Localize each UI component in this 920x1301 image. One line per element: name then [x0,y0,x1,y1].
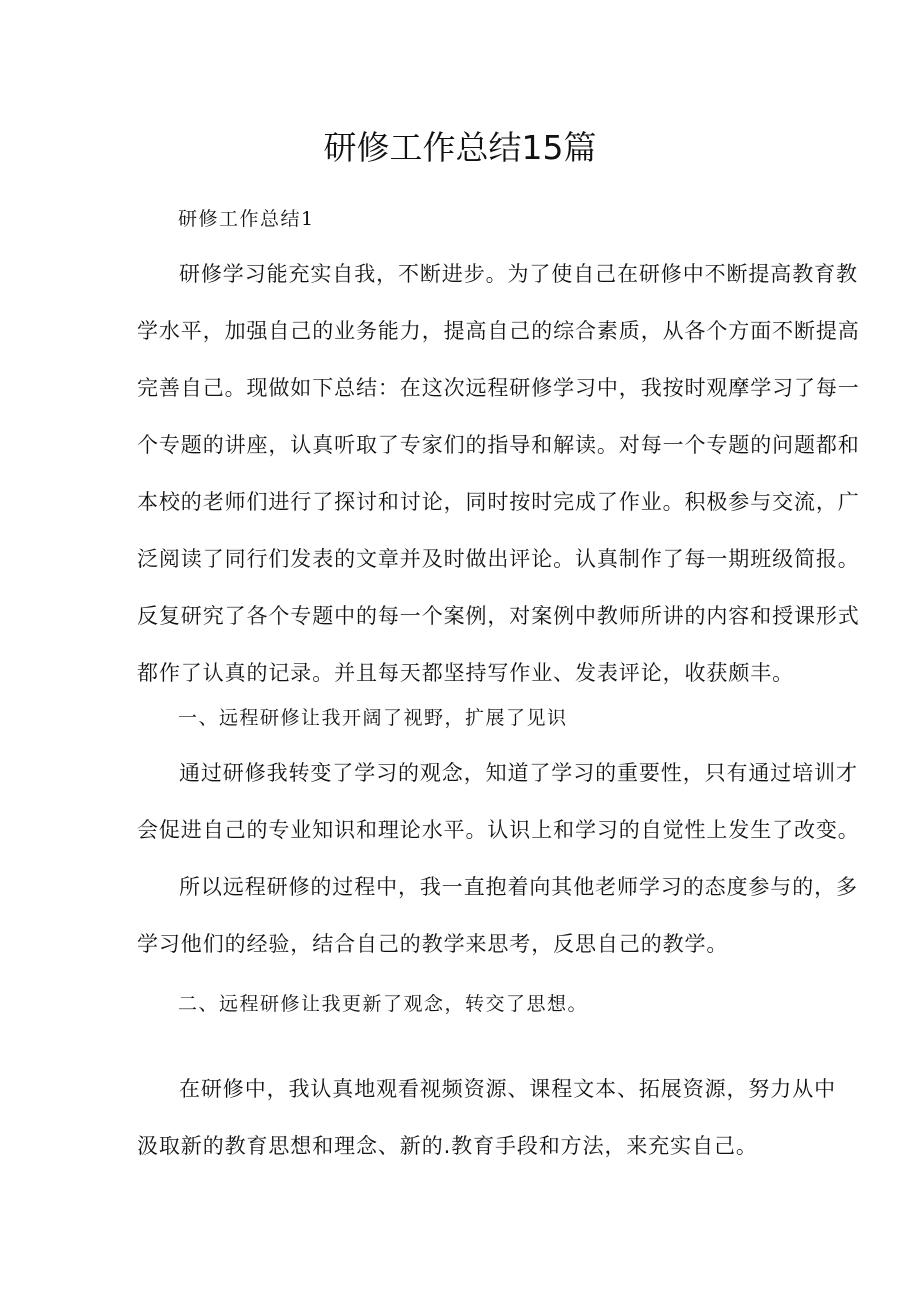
paragraph-line: 研修学习能充实自我，不断进步。为了使自己在研修中不断提高教育教 [179,262,858,286]
paragraph-4 [137,1073,836,1187]
section-subhead-3: 二、远程研修让我更新了观念，转交了思想。 [178,993,589,1015]
section-subhead-1: 研修工作总结1 [178,208,315,230]
paragraph-line: 在研修中，我认真地观看视频资源、课程文本、拓展资源，努力从中 [179,1077,836,1101]
paragraph-line: 个专题的讲座，认真听取了专家们的指导和解读。对每一个专题的问题都和 [137,433,860,457]
section-subhead-2: 一、远程研修让我开阔了视野，扩展了见识 [178,707,568,729]
paragraph-3 [137,871,858,985]
paragraph-line: 所以远程研修的过程中，我一直抱着向其他老师学习的态度参与的，多 [179,875,858,899]
paragraph-line: 通过研修我转变了学习的观念，知道了学习的重要性，只有通过培训才 [179,761,858,785]
paragraph-1 [137,258,860,714]
paragraph-line: 学习他们的经验，结合自己的教学来思考，反思自己的教学。 [137,932,729,956]
paragraph-line: 完善自己。现做如下总结：在这次远程研修学习中，我按时观摩学习了每一 [137,376,860,400]
paragraph-line: 都作了认真的记录。并且每天都坚持写作业、发表评论，收获颇丰。 [137,661,794,685]
paragraph-line: 本校的老师们进行了探讨和讨论，同时按时完成了作业。积极参与交流，广 [137,490,860,514]
paragraph-2 [137,757,860,871]
page-title: 研修工作总结15篇 [323,128,597,167]
paragraph-line: 汲取新的教育思想和理念、新的.教育手段和方法，来充实自己。 [137,1134,758,1158]
paragraph-line: 反复研究了各个专题中的每一个案例，对案例中教师所讲的内容和授课形式 [137,604,860,628]
paragraph-line: 泛阅读了同行们发表的文章并及时做出评论。认真制作了每一期班级简报。 [137,547,860,571]
paragraph-line: 学水平，加强自己的业务能力，提高自己的综合素质，从各个方面不断提高 [137,319,860,343]
paragraph-line: 会促进自己的专业知识和理论水平。认识上和学习的自觉性上发生了改变。 [137,818,860,842]
